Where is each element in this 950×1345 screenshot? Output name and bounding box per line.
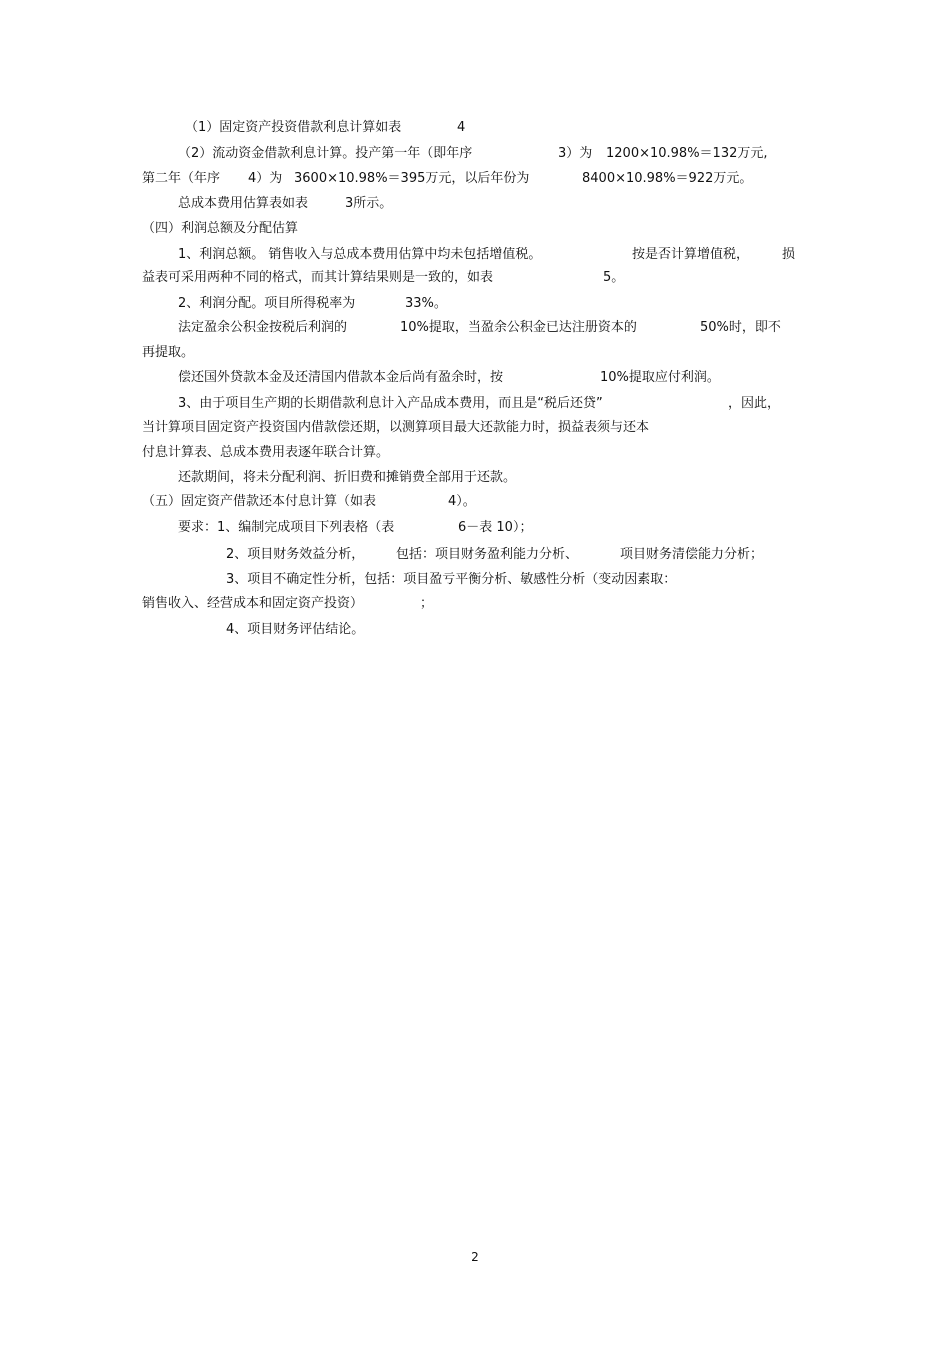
text-segment: （四）利润总额及分配估算 [142, 221, 299, 236]
text-line [0, 545, 950, 565]
text-segment: 偿还国外贷款本金及还清国内借款本金后尚有盈余时，按 [178, 370, 504, 385]
text-line [0, 468, 950, 488]
text-line [0, 318, 950, 338]
text-segment: 8400×10.98%＝922万元。 [582, 171, 753, 186]
text-line [0, 443, 950, 463]
text-segment: 付息计算表、总成本费用表逐年联合计算。 [142, 445, 390, 460]
text-segment: （1）固定资产投资借款利息计算如表 [185, 120, 402, 135]
text-segment: 再提取。 [142, 345, 195, 360]
text-segment: 1、利润总额。 销售收入与总成本费用估算中均未包括增值税。 [178, 247, 542, 262]
section-heading [0, 492, 950, 512]
text-segment: 销售收入、经营成本和固定资产投资） [142, 596, 364, 611]
text-line [0, 118, 950, 138]
text-segment: 法定盈余公积金按税后利润的 [178, 320, 348, 335]
text-segment: 33%。 [405, 296, 447, 311]
text-segment: ，因此， [728, 396, 781, 411]
text-segment: 包括：项目财务盈利能力分析、 [396, 547, 579, 562]
text-segment: 4 [457, 120, 466, 135]
text-segment: 5。 [603, 270, 625, 285]
text-segment: 4）。 [448, 494, 476, 509]
text-line [0, 294, 950, 314]
text-line [0, 570, 950, 590]
text-segment: （五）固定资产借款还本付息计算（如表 [142, 494, 377, 509]
text-segment: 当计算项目固定资产投资国内借款偿还期，以测算项目最大还款能力时，损益表须与还本 [142, 420, 650, 435]
text-segment: 损 [782, 247, 796, 262]
text-segment: 6－表 10）； [458, 520, 533, 535]
text-segment: 益表可采用两种不同的格式，而其计算结果则是一致的，如表 [142, 270, 494, 285]
text-line [0, 144, 950, 164]
text-segment: ； [420, 596, 434, 611]
text-line [0, 418, 950, 438]
text-segment: 10%提取，当盈余公积金已达注册资本的 [400, 320, 637, 335]
text-line [0, 620, 950, 640]
text-line [0, 169, 950, 189]
text-segment: 2、项目财务效益分析， [226, 547, 365, 562]
text-segment: 50%时，即不 [700, 320, 781, 335]
text-segment: 3、项目不确定性分析，包括：项目盈亏平衡分析、敏感性分析（变动因素取： [226, 572, 677, 587]
text-segment: 2、利润分配。项目所得税率为 [178, 296, 356, 311]
text-segment: 总成本费用估算表如表 [178, 196, 309, 211]
text-segment: 第二年（年序 [142, 171, 221, 186]
text-segment: 3所示。 [345, 196, 393, 211]
section-heading [0, 219, 950, 239]
text-line [0, 268, 950, 288]
text-line [0, 194, 950, 214]
text-segment: 按是否计算增值税， [632, 247, 750, 262]
text-segment: 4）为 [248, 171, 283, 186]
text-segment: 3600×10.98%＝395万元，以后年份为 [294, 171, 530, 186]
text-line [0, 343, 950, 363]
text-segment: 10%提取应付利润。 [600, 370, 720, 385]
text-line [0, 394, 950, 414]
text-segment: 项目财务清偿能力分析； [620, 547, 764, 562]
page-number: 2 [471, 1250, 479, 1264]
text-segment: 4、项目财务评估结论。 [226, 622, 365, 637]
text-segment: （2）流动资金借款利息计算。投产第一年（即年序 [178, 146, 473, 161]
text-segment: 1200×10.98%＝132万元, [606, 146, 768, 161]
text-segment: 3）为 [558, 146, 593, 161]
text-segment: 3、由于项目生产期的长期借款利息计入产品成本费用，而且是“税后还贷” [178, 396, 603, 411]
text-segment: 还款期间，将未分配利润、折旧费和摊销费全部用于还款。 [178, 470, 517, 485]
text-line [0, 518, 950, 538]
text-segment: 要求：1、编制完成项目下列表格（表 [178, 520, 395, 535]
text-line [0, 245, 950, 265]
text-line [0, 368, 950, 388]
text-line [0, 594, 950, 614]
